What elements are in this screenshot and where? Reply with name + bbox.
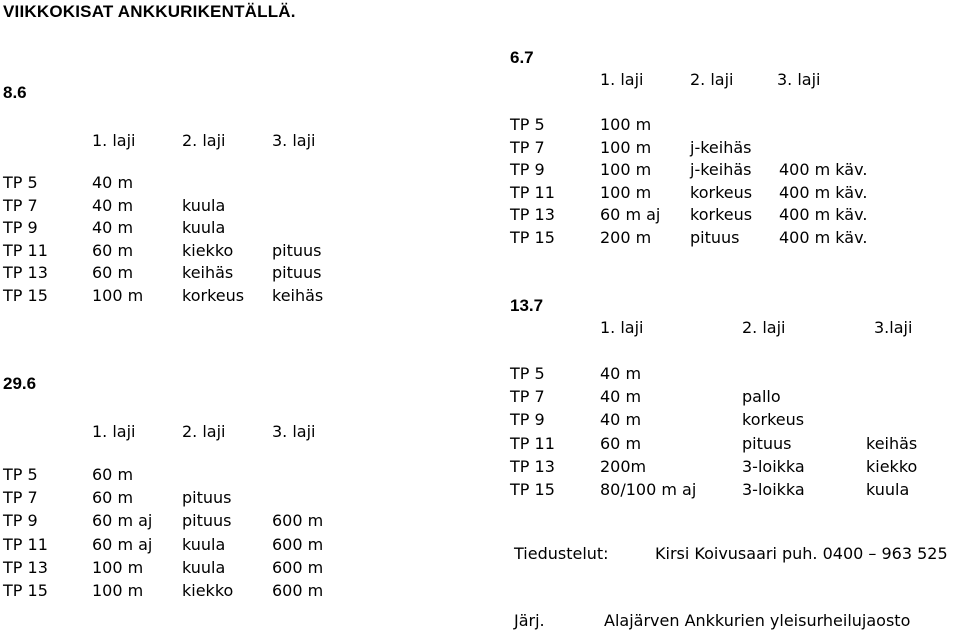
group-cell: TP 15 (3, 286, 48, 305)
group-cell: TP 15 (510, 228, 555, 247)
event-3-cell: keihäs (866, 433, 918, 453)
header-laji-2: 2. laji (182, 131, 226, 150)
header-laji-1: 1. laji (600, 318, 644, 337)
group-cell: TP 7 (510, 387, 545, 407)
event-1-cell: 40 m (92, 218, 134, 238)
section-date: 13.7 (510, 296, 544, 315)
header-laji-2: 2. laji (182, 422, 226, 441)
group-cell: TP 11 (510, 433, 555, 453)
event-3-cell: 400 m käv. (779, 205, 868, 225)
contact-label: Tiedustelut: (514, 544, 609, 563)
section-date: 6.7 (510, 48, 534, 67)
group-cell: TP 13 (510, 456, 555, 476)
event-2-cell: j-keihäs (690, 137, 752, 157)
section-date: 8.6 (3, 83, 27, 102)
event-2-cell: j-keihäs (690, 160, 752, 180)
event-3-cell: 400 m käv. (779, 228, 868, 247)
event-1-cell: 60 m (92, 488, 134, 508)
group-cell: TP 15 (510, 480, 555, 499)
event-1-cell: 100 m (92, 581, 144, 600)
event-1-cell: 40 m (92, 173, 134, 192)
event-1-cell: 100 m (600, 182, 652, 202)
event-2-cell: kuula (182, 218, 226, 238)
event-3-cell: 400 m käv. (779, 160, 868, 180)
event-2-cell: 3-loikka (742, 456, 805, 476)
group-cell: TP 13 (510, 205, 555, 225)
event-3-cell: kiekko (866, 456, 918, 476)
event-3-cell: 400 m käv. (779, 182, 868, 202)
group-cell: TP 9 (510, 160, 545, 180)
event-1-cell: 40 m (600, 387, 642, 407)
event-1-cell: 200 m (600, 228, 652, 247)
header-laji-3: 3. laji (272, 422, 316, 441)
event-1-cell: 40 m (92, 195, 134, 215)
event-2-cell: kuula (182, 557, 226, 577)
event-1-cell: 60 m (92, 240, 134, 260)
header-laji-1: 1. laji (600, 70, 644, 89)
event-2-cell: pituus (742, 433, 792, 453)
group-cell: TP 7 (3, 195, 38, 215)
event-1-cell: 200m (600, 456, 647, 476)
event-3-cell: 600 m (272, 581, 324, 600)
event-3-cell: 600 m (272, 511, 324, 531)
event-2-cell: korkeus (690, 182, 753, 202)
event-1-cell: 100 m (600, 115, 652, 134)
group-cell: TP 11 (3, 534, 48, 554)
group-cell: TP 5 (510, 364, 545, 383)
header-laji-3: 3. laji (272, 131, 316, 150)
header-laji-2: 2. laji (690, 70, 734, 89)
contact-value: Kirsi Koivusaari puh. 0400 – 963 525 (655, 544, 948, 563)
page-title: VIIKKOKISAT ANKKURIKENTÄLLÄ. (3, 2, 296, 21)
group-cell: TP 15 (3, 581, 48, 600)
group-cell: TP 7 (3, 488, 38, 508)
event-3-cell: 600 m (272, 557, 324, 577)
event-1-cell: 60 m (92, 263, 134, 283)
event-2-cell: korkeus (690, 205, 753, 225)
organizer-value: Alajärven Ankkurien yleisurheilujaosto (604, 611, 911, 630)
header-laji-3: 3.laji (874, 318, 913, 337)
event-3-cell: 600 m (272, 534, 324, 554)
event-2-cell: kuula (182, 195, 226, 215)
event-1-cell: 100 m (600, 160, 652, 180)
group-cell: TP 11 (510, 182, 555, 202)
event-2-cell: pituus (690, 228, 740, 247)
event-3-cell: kuula (866, 480, 910, 499)
event-2-cell: kiekko (182, 240, 234, 260)
event-2-cell: pituus (182, 488, 232, 508)
event-1-cell: 40 m (600, 364, 642, 383)
organizer-label: Järj. (514, 611, 545, 630)
header-laji-3: 3. laji (777, 70, 821, 89)
event-1-cell: 40 m (600, 410, 642, 430)
event-2-cell: kiekko (182, 581, 234, 600)
event-1-cell: 60 m (92, 465, 134, 484)
event-2-cell: 3-loikka (742, 480, 805, 499)
event-2-cell: keihäs (182, 263, 234, 283)
header-laji-1: 1. laji (92, 131, 136, 150)
event-3-cell: keihäs (272, 286, 324, 305)
group-cell: TP 5 (3, 465, 38, 484)
event-1-cell: 80/100 m aj (600, 480, 697, 499)
group-cell: TP 7 (510, 137, 545, 157)
group-cell: TP 11 (3, 240, 48, 260)
event-2-cell: korkeus (182, 286, 245, 305)
event-1-cell: 60 m aj (92, 534, 153, 554)
event-1-cell: 60 m aj (600, 205, 661, 225)
group-cell: TP 9 (3, 511, 38, 531)
group-cell: TP 5 (510, 115, 545, 134)
event-3-cell: pituus (272, 240, 322, 260)
event-2-cell: pituus (182, 511, 232, 531)
event-1-cell: 60 m (600, 433, 642, 453)
event-1-cell: 100 m (600, 137, 652, 157)
group-cell: TP 13 (3, 263, 48, 283)
event-1-cell: 100 m (92, 557, 144, 577)
group-cell: TP 5 (3, 173, 38, 192)
group-cell: TP 9 (510, 410, 545, 430)
group-cell: TP 9 (3, 218, 38, 238)
event-3-cell: pituus (272, 263, 322, 283)
section-date: 29.6 (3, 374, 37, 393)
header-laji-1: 1. laji (92, 422, 136, 441)
event-1-cell: 60 m aj (92, 511, 153, 531)
event-2-cell: kuula (182, 534, 226, 554)
event-2-cell: korkeus (742, 410, 805, 430)
group-cell: TP 13 (3, 557, 48, 577)
header-laji-2: 2. laji (742, 318, 786, 337)
event-2-cell: pallo (742, 387, 781, 407)
event-1-cell: 100 m (92, 286, 144, 305)
